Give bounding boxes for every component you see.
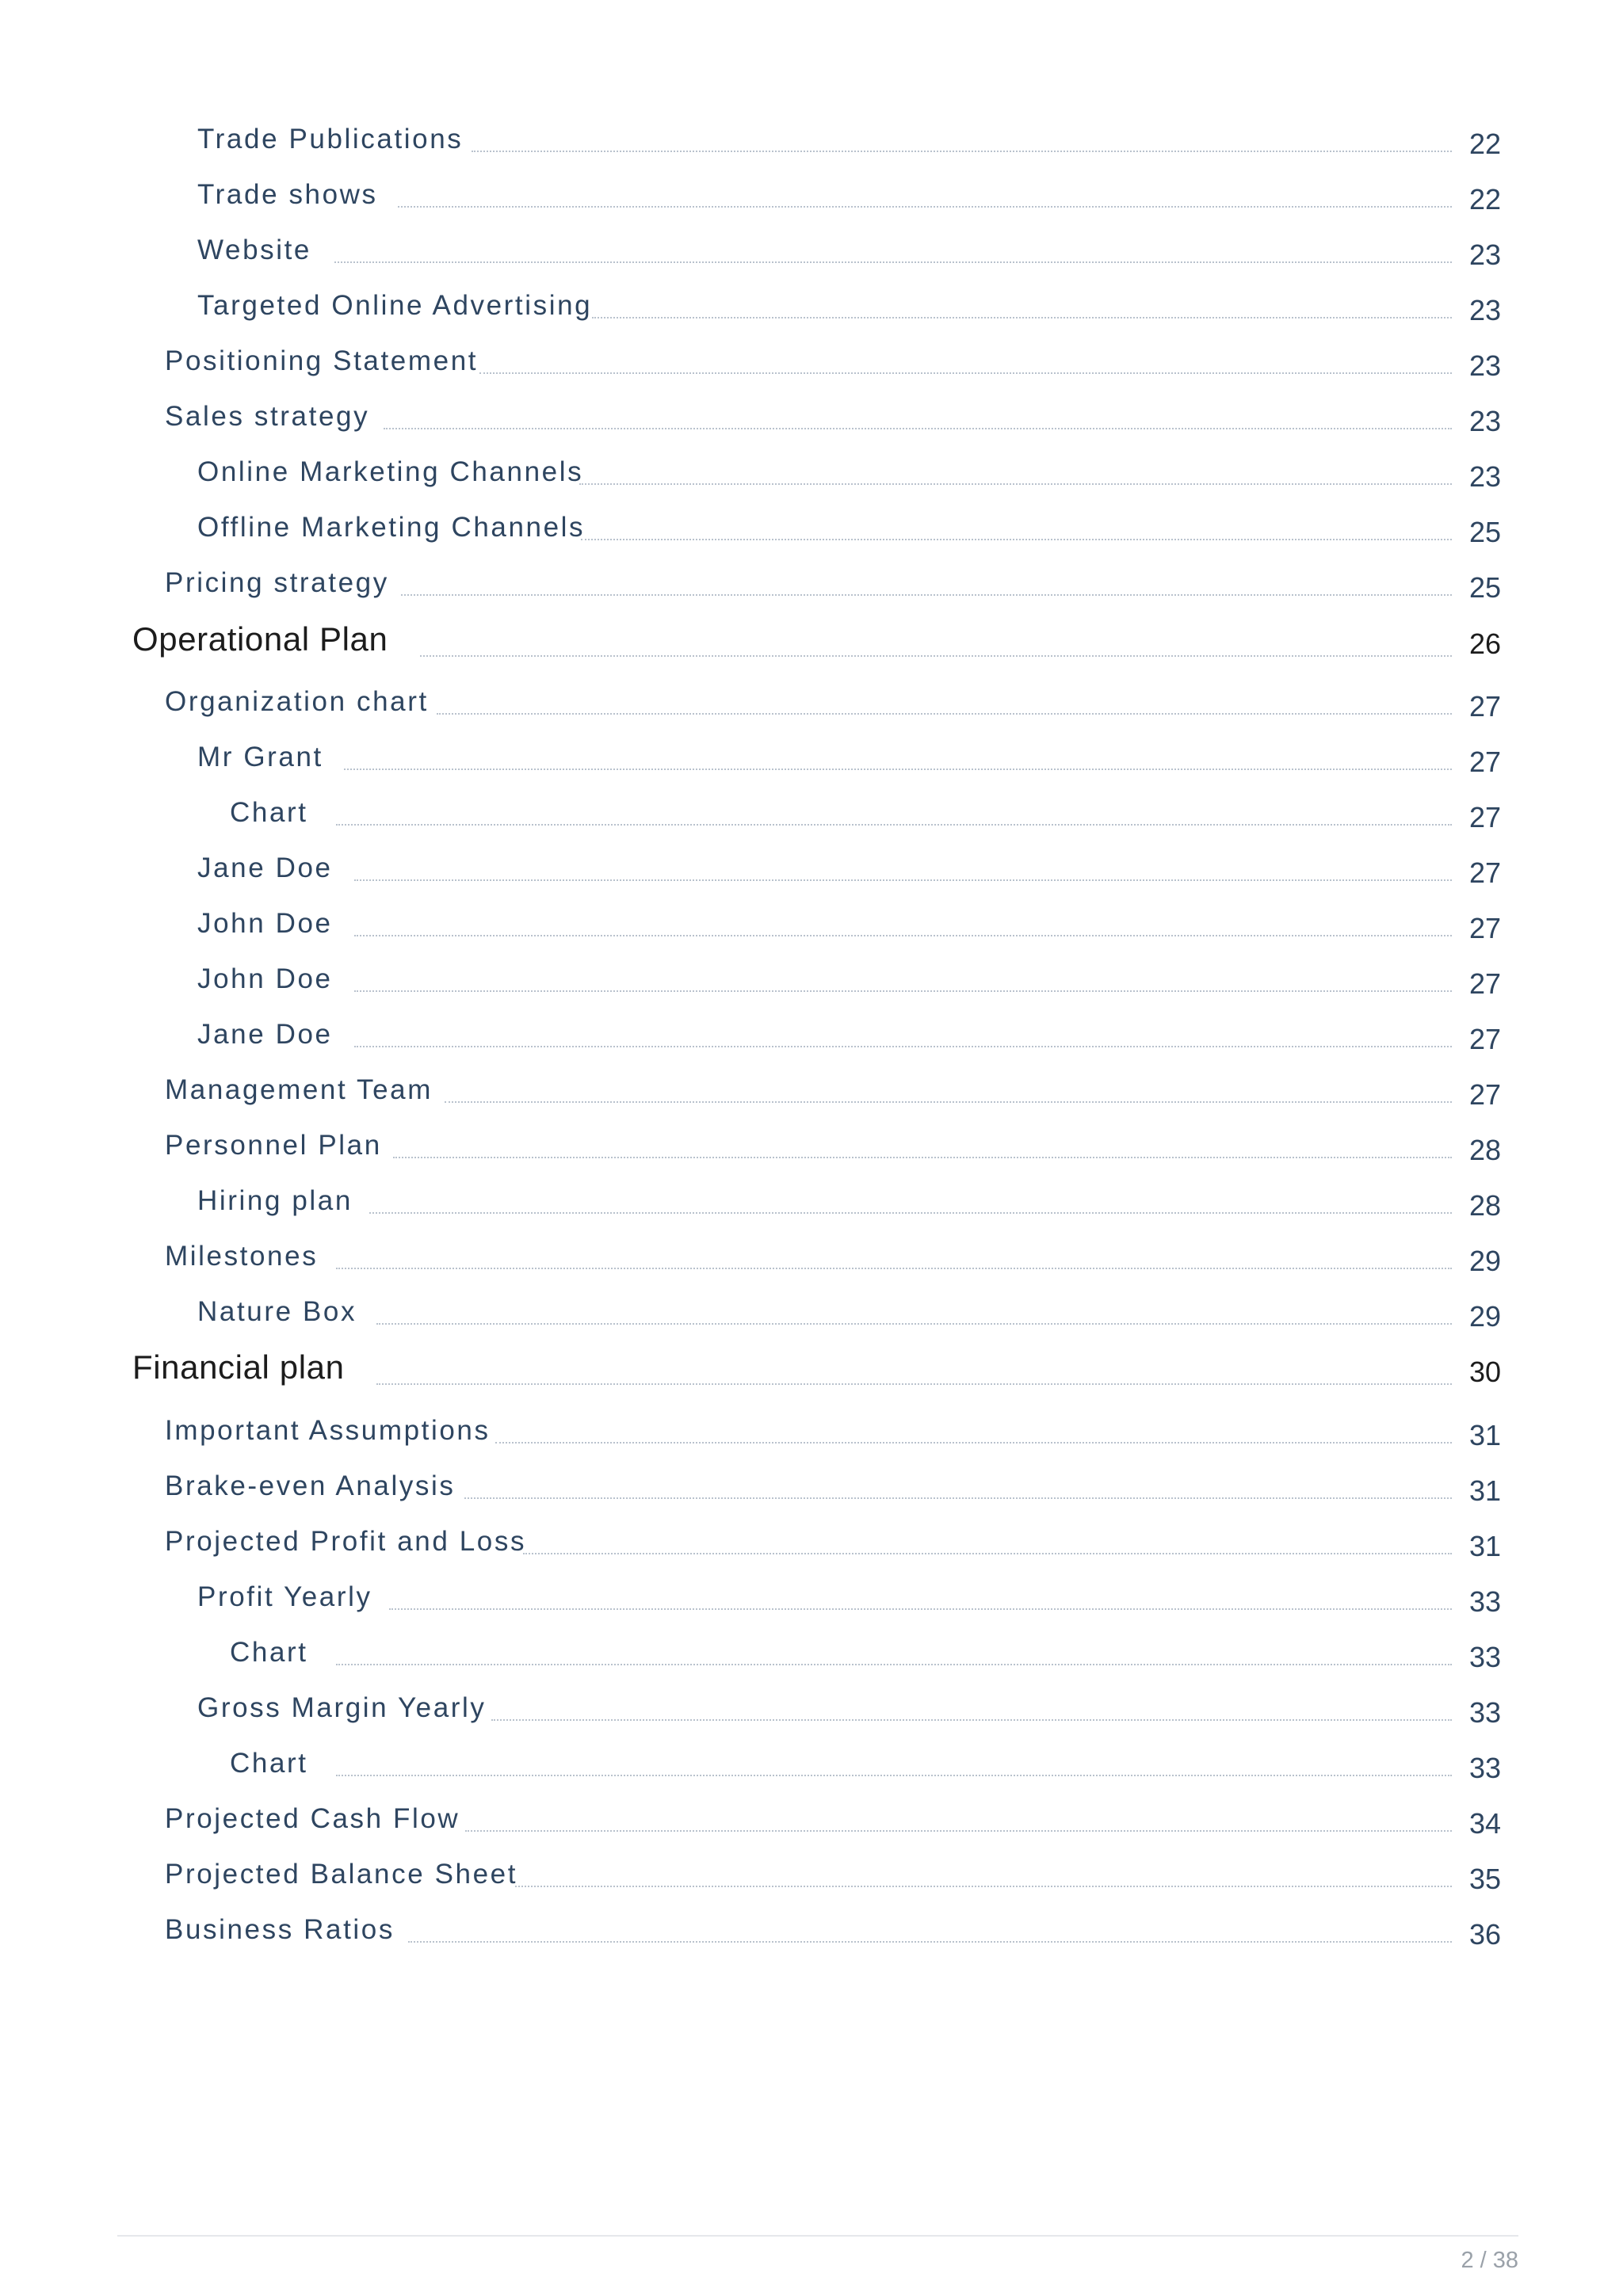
toc-leader-dots [384,428,1452,429]
toc-entry-label: Profit Yearly [197,1577,384,1617]
toc-leader-dots [479,372,1452,374]
toc-entry-page: 22 [1468,183,1501,215]
toc-leader-dots [401,594,1452,596]
toc-entry[interactable] [0,1070,1623,1118]
toc-entry-page: 23 [1468,405,1501,437]
toc-entry-label: John Doe [197,959,344,999]
toc-entry[interactable] [0,1411,1623,1459]
toc-entry-page: 22 [1468,128,1501,160]
toc-leader-dots [389,1608,1452,1610]
toc-entry-page: 33 [1468,1641,1501,1673]
toc-entry[interactable] [0,1688,1623,1736]
toc-leader-dots [354,879,1452,881]
toc-entry-page: 28 [1468,1134,1501,1166]
toc-leader-dots [465,1830,1452,1832]
toc-section-label: Operational Plan [132,620,399,659]
toc-entry-label: Projected Profit and Loss [165,1522,537,1562]
toc-entry-page: 23 [1468,460,1501,493]
toc-entry-page: 23 [1468,349,1501,382]
toc-entry-page: 26 [1468,627,1501,660]
toc-entry-page: 31 [1468,1530,1501,1562]
toc-entry-page: 33 [1468,1752,1501,1784]
toc-entry-label: Personnel Plan [165,1126,393,1165]
toc-entry-label: Offline Marketing Channels [197,508,596,547]
toc-entry-label: John Doe [197,904,344,944]
toc-leader-dots [336,1664,1452,1665]
toc-entry[interactable] [0,341,1623,389]
toc-leader-dots [592,317,1452,318]
toc-entry-label: Management Team [165,1070,444,1110]
toc-entry[interactable] [0,231,1623,278]
page-indicator: 2 / 38 [1461,2248,1518,2273]
toc-entry-page: 34 [1468,1807,1501,1840]
toc-leader-dots [495,1442,1452,1444]
toc-entry-page: 27 [1468,801,1501,833]
toc-entry-label: Website [197,231,323,270]
toc-entry[interactable] [0,959,1623,1007]
toc-entry-label: Chart [230,793,319,833]
toc-leader-dots [579,483,1452,485]
toc-entry-page: 23 [1468,294,1501,326]
toc-entry[interactable] [0,849,1623,896]
toc-entry[interactable] [0,286,1623,334]
toc-leader-dots [398,206,1452,208]
toc-entry-page: 27 [1468,856,1501,889]
toc-entry-label: Trade shows [197,175,389,215]
toc-entry-section[interactable] [0,620,1623,667]
toc-leader-dots [354,1046,1452,1047]
toc-entry-page: 33 [1468,1696,1501,1729]
toc-entry-label: Jane Doe [197,1015,344,1055]
toc-leader-dots [336,1775,1452,1776]
toc-entry-page: 27 [1468,1078,1501,1111]
toc-entry-label: Brake-even Analysis [165,1466,467,1506]
footer-divider [117,2235,1518,2237]
toc-entry-page: 27 [1468,967,1501,1000]
toc-entry-label: Milestones [165,1237,329,1276]
toc-leader-dots [420,655,1452,657]
toc-leader-dots [491,1719,1452,1721]
toc-leader-dots [334,261,1452,263]
toc-entry[interactable] [0,738,1623,785]
toc-entry[interactable] [0,1855,1623,1902]
toc-entry-label: Jane Doe [197,849,344,888]
toc-entry[interactable] [0,1466,1623,1514]
toc-entry-label: Mr Grant [197,738,334,777]
toc-entry[interactable] [0,175,1623,223]
toc-leader-dots [445,1101,1452,1103]
toc-entry[interactable] [0,793,1623,841]
toc-entry[interactable] [0,904,1623,952]
toc-entry-label: Hiring plan [197,1181,364,1221]
toc-leader-dots [336,824,1452,826]
toc-entry-page: 30 [1468,1356,1501,1388]
toc-entry-page: 23 [1468,238,1501,271]
toc-entry-label: Sales strategy [165,397,380,437]
toc-entry[interactable] [0,1577,1623,1625]
toc-entry-label: Business Ratios [165,1910,406,1950]
toc-entry-page: 31 [1468,1474,1501,1507]
toc-entry[interactable] [0,397,1623,444]
toc-entry-page: 28 [1468,1189,1501,1222]
toc-entry-page: 35 [1468,1863,1501,1895]
toc-entry-label: Organization chart [165,682,440,722]
toc-entry[interactable] [0,682,1623,730]
toc-entry-section[interactable] [0,1348,1623,1395]
toc-leader-dots [376,1323,1452,1325]
toc-leader-dots [472,151,1452,152]
toc-entry-page: 25 [1468,516,1501,548]
toc-leader-dots [354,990,1452,992]
toc-entry-page: 25 [1468,571,1501,604]
toc-leader-dots [344,769,1452,770]
toc-entry[interactable] [0,1126,1623,1173]
toc-entry[interactable] [0,1522,1623,1569]
toc-entry[interactable] [0,1015,1623,1062]
toc-entry-page: 29 [1468,1245,1501,1277]
toc-entry-page: 27 [1468,1023,1501,1055]
toc-entry-label: Positioning Statement [165,341,489,381]
toc-entry-label: Important Assumptions [165,1411,502,1451]
toc-leader-dots [437,713,1452,715]
toc-entry[interactable] [0,120,1623,167]
toc-entry-page: 27 [1468,746,1501,778]
toc-entry[interactable] [0,1910,1623,1958]
toc-entry-label: Projected Cash Flow [165,1799,471,1839]
toc-leader-dots [354,935,1452,936]
toc-entry-label: Trade Publications [197,120,474,159]
toc-entry-label: Gross Margin Yearly [197,1688,498,1728]
toc-entry-page: 29 [1468,1300,1501,1333]
toc-entry[interactable] [0,1181,1623,1229]
toc-entry[interactable] [0,508,1623,555]
toc-entry[interactable] [0,1633,1623,1680]
toc-entry-label: Pricing strategy [165,563,400,603]
toc-entry-page: 27 [1468,690,1501,723]
toc-leader-dots [464,1497,1452,1499]
toc-leader-dots [515,1886,1452,1887]
toc-leader-dots [393,1157,1452,1158]
toc-entry-page: 31 [1468,1419,1501,1451]
toc-leader-dots [581,539,1452,540]
toc-leader-dots [369,1212,1452,1214]
toc-leader-dots [336,1268,1452,1269]
toc-entry[interactable] [0,563,1623,611]
toc-entry-page: 27 [1468,912,1501,944]
toc-entry[interactable] [0,1744,1623,1791]
toc-leader-dots [523,1553,1452,1554]
toc-entry-label: Online Marketing Channels [197,452,594,492]
toc-entry-page: 33 [1468,1585,1501,1618]
toc-entry[interactable] [0,1799,1623,1847]
toc-section-label: Financial plan [132,1348,356,1387]
toc-entry-label: Chart [230,1633,319,1672]
toc-entry[interactable] [0,1237,1623,1284]
toc-entry[interactable] [0,1292,1623,1340]
toc-entry-label: Nature Box [197,1292,368,1332]
toc-leader-dots [408,1941,1452,1943]
toc-entry[interactable] [0,452,1623,500]
toc-entry-page: 36 [1468,1918,1501,1951]
toc-entry-label: Projected Balance Sheet [165,1855,529,1894]
toc-leader-dots [376,1383,1452,1385]
toc-entry-label: Chart [230,1744,319,1783]
toc-entry-label: Targeted Online Advertising [197,286,603,326]
